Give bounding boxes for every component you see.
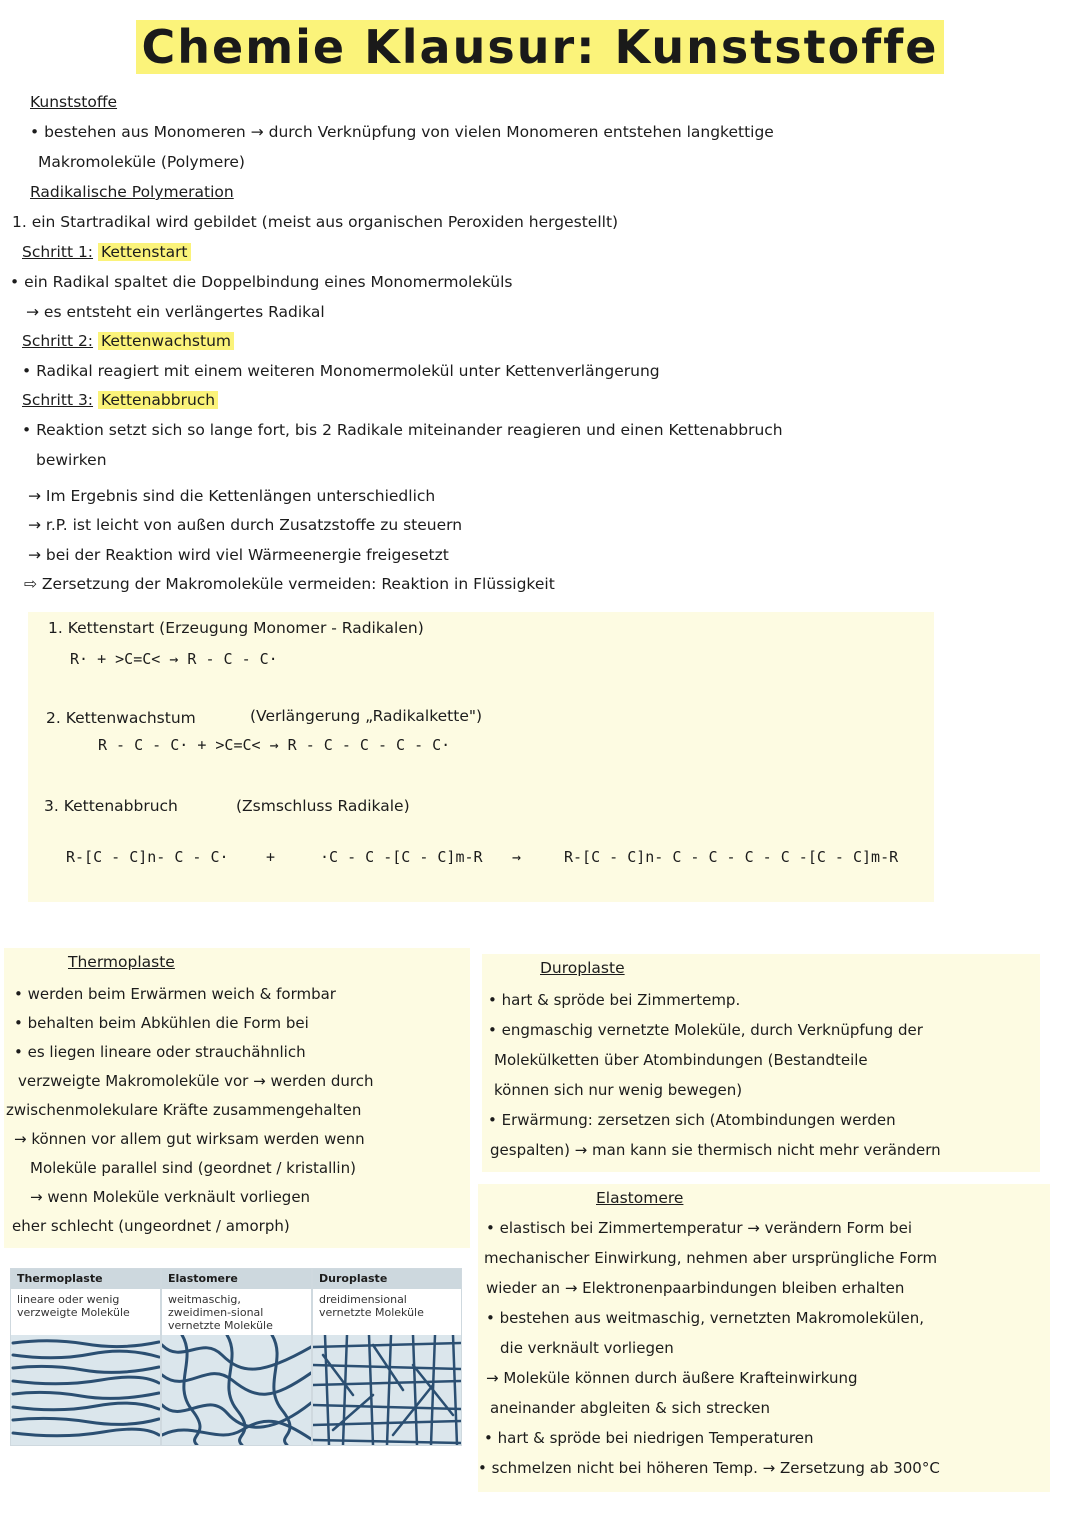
thermoplaste-line-2: • behalten beim Abkühlen die Form bei xyxy=(14,1014,309,1032)
thermoplaste-line-8: → wenn Moleküle verknäult vorliegen xyxy=(30,1188,311,1206)
elastomere-line-5: die verknäult vorliegen xyxy=(500,1339,674,1357)
thermoplaste-line-6: → können vor allem gut wirksam werden wenn xyxy=(14,1130,365,1148)
elastomere-line-4: • bestehen aus weitmaschig, vernetzten Makromolekülen, xyxy=(486,1309,925,1327)
figure-card-thermoplaste xyxy=(10,1268,161,1446)
section-heading-kunststoffe: Kunststoffe xyxy=(30,93,118,111)
step2-label: Schritt 2: xyxy=(22,332,94,350)
step1-line-2: → es entsteht ein verlängertes Radikal xyxy=(26,303,325,321)
step3-line-1: • Reaktion setzt sich so lange fort, bis 2 Radikale miteinander reagieren und einen Kettenabbruch xyxy=(22,421,783,439)
step1-name: Kettenstart xyxy=(98,243,191,261)
step1-heading xyxy=(22,238,191,268)
r3-equation-mid: ·C - C -[C - C]m-R xyxy=(320,848,483,866)
thermoplaste-line-1: • werden beim Erwärmen weich & formbar xyxy=(14,985,336,1003)
intro-line-1: • bestehen aus Monomeren → durch Verknüpfung von vielen Monomeren entstehen langkettige xyxy=(30,123,774,141)
elastomere-line-7: aneinander abgleiten & sich strecken xyxy=(490,1399,771,1417)
elastomere-line-9: • schmelzen nicht bei höheren Temp. → Zersetzung ab 300°C xyxy=(478,1459,940,1477)
r3-plus: + xyxy=(266,848,276,866)
plastics-structure-figure xyxy=(10,1268,460,1444)
result-line-3: → bei der Reaktion wird viel Wärmeenergie freigesetzt xyxy=(28,546,449,564)
duroplaste-line-2: • engmaschig vernetzte Moleküle, durch Verknüpfung der xyxy=(488,1021,923,1039)
dense-network-molecules-image xyxy=(313,1335,461,1445)
result-line-4: ⇨ Zersetzung der Makromoleküle vermeiden: Reaktion in Flüssigkeit xyxy=(24,575,555,593)
step0-line: 1. ein Startradikal wird gebildet (meist aus organischen Peroxiden hergestellt) xyxy=(12,213,619,231)
result-line-1: → Im Ergebnis sind die Kettenlängen unterschiedlich xyxy=(28,487,436,505)
figure-card-text: dreidimensional vernetzte Moleküle xyxy=(319,1293,424,1319)
r3-equation-left: R-[C - C]n- C - C· xyxy=(66,848,229,866)
figure-card-duroplaste xyxy=(312,1268,462,1446)
step3-heading xyxy=(22,386,218,416)
duroplaste-heading: Duroplaste xyxy=(540,959,625,977)
duroplaste-line-4: können sich nur wenig bewegen) xyxy=(494,1081,743,1099)
figure-card-text: lineare oder wenig verzweigte Moleküle xyxy=(17,1293,130,1319)
elastomere-line-8: • hart & spröde bei niedrigen Temperaturen xyxy=(484,1429,814,1447)
reaction-box xyxy=(28,612,934,902)
elastomere-heading: Elastomere xyxy=(596,1189,684,1207)
duroplaste-line-3: Molekülketten über Atombindungen (Bestandteile xyxy=(494,1051,868,1069)
step1-label: Schritt 1: xyxy=(22,243,94,261)
wide-mesh-molecules-image xyxy=(162,1335,311,1445)
thermoplaste-line-3: • es liegen lineare oder strauchähnlich xyxy=(14,1043,306,1061)
title-text: Chemie Klausur: Kunststoffe xyxy=(136,20,945,74)
linear-molecules-image xyxy=(11,1335,160,1445)
r2-note: (Verlängerung „Radikalkette") xyxy=(250,707,483,725)
elastomere-line-6: → Moleküle können durch äußere Krafteinwirkung xyxy=(486,1369,858,1387)
intro-line-2: Makromoleküle (Polymere) xyxy=(38,153,245,171)
page-title xyxy=(0,20,1080,74)
figure-card-title: Duroplaste xyxy=(313,1269,461,1289)
step2-heading xyxy=(22,327,234,357)
duroplaste-line-1: • hart & spröde bei Zimmertemp. xyxy=(488,991,741,1009)
r1-label: 1. Kettenstart (Erzeugung Monomer - Radikalen) xyxy=(48,619,424,637)
heading-radical-polymerisation: Radikalische Polymeration xyxy=(30,183,234,201)
elastomere-line-3: wieder an → Elektronenpaarbindungen bleiben erhalten xyxy=(486,1279,905,1297)
r3-label: 3. Kettenabbruch xyxy=(44,797,178,815)
thermoplaste-box xyxy=(4,948,470,1248)
r3-arrow: → xyxy=(512,848,522,866)
duroplaste-box xyxy=(482,954,1040,1172)
figure-card-title: Thermoplaste xyxy=(11,1269,160,1289)
r1-equation: R· + >C=C< → R - C - C· xyxy=(70,650,278,668)
duroplaste-line-6: gespalten) → man kann sie thermisch nicht mehr verändern xyxy=(490,1141,941,1159)
elastomere-line-1: • elastisch bei Zimmertemperatur → verändern Form bei xyxy=(486,1219,913,1237)
r2-equation: R - C - C· + >C=C< → R - C - C - C - C· xyxy=(98,736,451,754)
step3-name: Kettenabbruch xyxy=(98,391,218,409)
figure-card-text: weitmaschig, zweidimen-sional vernetzte Moleküle xyxy=(168,1293,273,1332)
r3-note: (Zsmschluss Radikale) xyxy=(236,797,410,815)
thermoplaste-line-5: zwischenmolekulare Kräfte zusammengehalten xyxy=(6,1101,362,1119)
step1-line-1: • ein Radikal spaltet die Doppelbindung eines Monomermoleküls xyxy=(10,273,513,291)
thermoplaste-heading: Thermoplaste xyxy=(68,953,175,971)
elastomere-line-2: mechanischer Einwirkung, nehmen aber ursprüngliche Form xyxy=(484,1249,938,1267)
r2-label: 2. Kettenwachstum xyxy=(46,709,196,727)
step2-line-1: • Radikal reagiert mit einem weiteren Monomermolekül unter Kettenverlängerung xyxy=(22,362,660,380)
result-line-2: → r.P. ist leicht von außen durch Zusatzstoffe zu steuern xyxy=(28,516,463,534)
thermoplaste-line-9: eher schlecht (ungeordnet / amorph) xyxy=(12,1217,290,1235)
figure-card-title: Elastomere xyxy=(162,1269,311,1289)
r3-equation-right: R-[C - C]n- C - C - C - C -[C - C]m-R xyxy=(564,848,899,866)
elastomere-box xyxy=(478,1184,1050,1492)
duroplaste-line-5: • Erwärmung: zersetzen sich (Atombindungen werden xyxy=(488,1111,896,1129)
step2-name: Kettenwachstum xyxy=(98,332,234,350)
figure-card-elastomere xyxy=(161,1268,312,1446)
step3-label: Schritt 3: xyxy=(22,391,94,409)
step3-line-2: bewirken xyxy=(36,451,107,469)
thermoplaste-line-7: Moleküle parallel sind (geordnet / kristallin) xyxy=(30,1159,356,1177)
thermoplaste-line-4: verzweigte Makromoleküle vor → werden durch xyxy=(18,1072,374,1090)
